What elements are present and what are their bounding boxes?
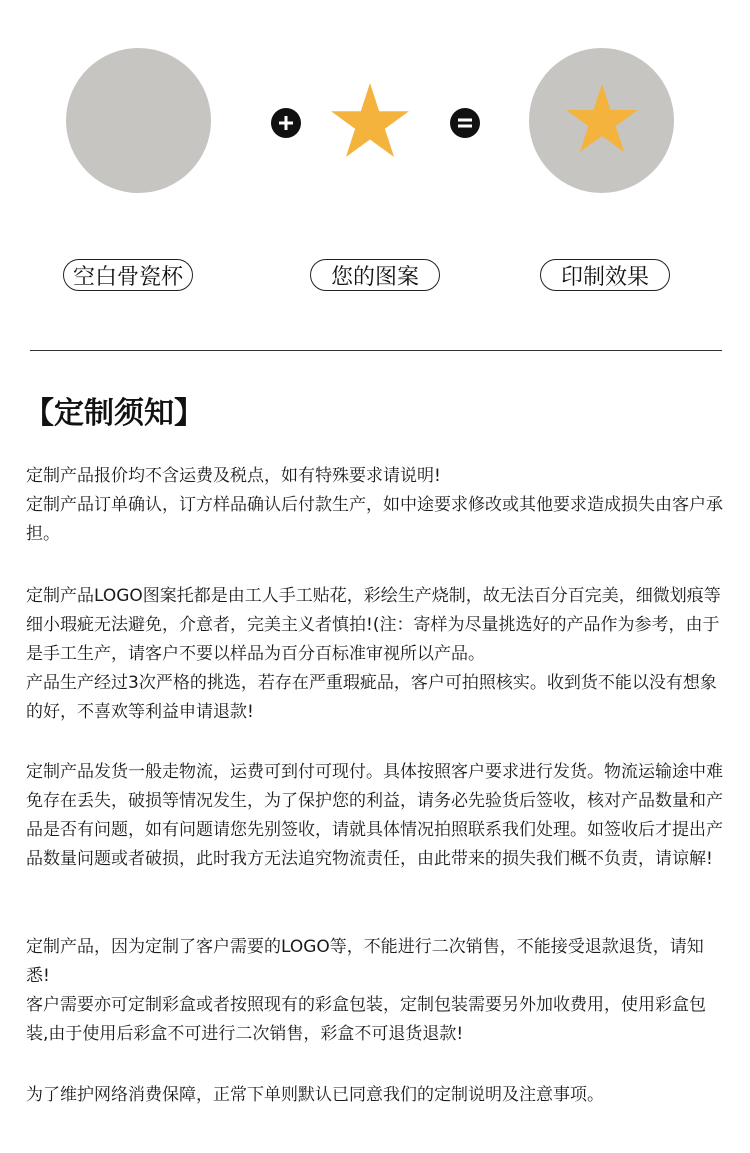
notice-paragraph xyxy=(26,582,726,727)
divider xyxy=(30,350,722,351)
star-icon xyxy=(331,83,409,157)
label-print-effect: 印制效果 xyxy=(540,259,670,291)
plus-icon xyxy=(271,108,301,138)
notice-paragraph xyxy=(26,933,726,1049)
notice-line: 客户需要亦可定制彩盒或者按照现有的彩盒包装，定制包装需要另外加收费用，使用彩盒包装,由于使用后彩盒不可进行二次销售，彩盒不可退货退款! xyxy=(26,995,706,1044)
notice-line: 产品生产经过3次严格的挑选，若存在严重瑕疵品，客户可拍照核实。收到货不能以没有想象的好，不喜欢等利益申请退款! xyxy=(26,673,717,722)
notice-line: 为了维护网络消费保障，正常下单则默认已同意我们的定制说明及注意事项。 xyxy=(26,1085,604,1105)
blank-cup-circle xyxy=(66,48,211,193)
notice-line: 定制产品订单确认，订方样品确认后付款生产，如中途要求修改或其他要求造成损失由客户承担。 xyxy=(26,495,723,544)
notice-line: 定制产品LOGO图案托都是由工人手工贴花，彩绘生产烧制，故无法百分百完美，细微划痕等细小瑕疵无法避免，介意者，完美主义者慎拍!(注：寄样为尽量挑选好的产品作为参考，由于是手工生产，请客户不要以样品为百分百标准审视所以产品。 xyxy=(26,586,721,664)
notice-paragraph xyxy=(26,1081,726,1110)
label-blank-cup: 空白骨瓷杯 xyxy=(63,259,193,291)
notice-paragraph xyxy=(26,462,726,549)
notice-line: 定制产品发货一般走物流，运费可到付可现付。具体按照客户要求进行发货。物流运输途中难免存在丢失，破损等情况发生，为了保护您的利益，请务必先验货后签收，核对产品数量和产品是否有问题，如有问题请您先别签收，请就具体情况拍照联系我们处理。如签收后才提出产品数量问题或者破损，此时我方无法追究物流责任，由此带来的损失我们概不负责，请谅解! xyxy=(26,762,723,869)
notice-title: 【定制须知】 xyxy=(24,396,204,431)
star-icon xyxy=(566,84,638,152)
notice-line: 定制产品报价均不含运费及税点，如有特殊要求请说明! xyxy=(26,466,441,486)
notice-line: 定制产品，因为定制了客户需要的LOGO等，不能进行二次销售，不能接受退款退货，请知悉! xyxy=(26,937,704,986)
equals-icon xyxy=(450,108,480,138)
label-your-pattern: 您的图案 xyxy=(310,259,440,291)
notice-paragraph xyxy=(26,758,726,874)
